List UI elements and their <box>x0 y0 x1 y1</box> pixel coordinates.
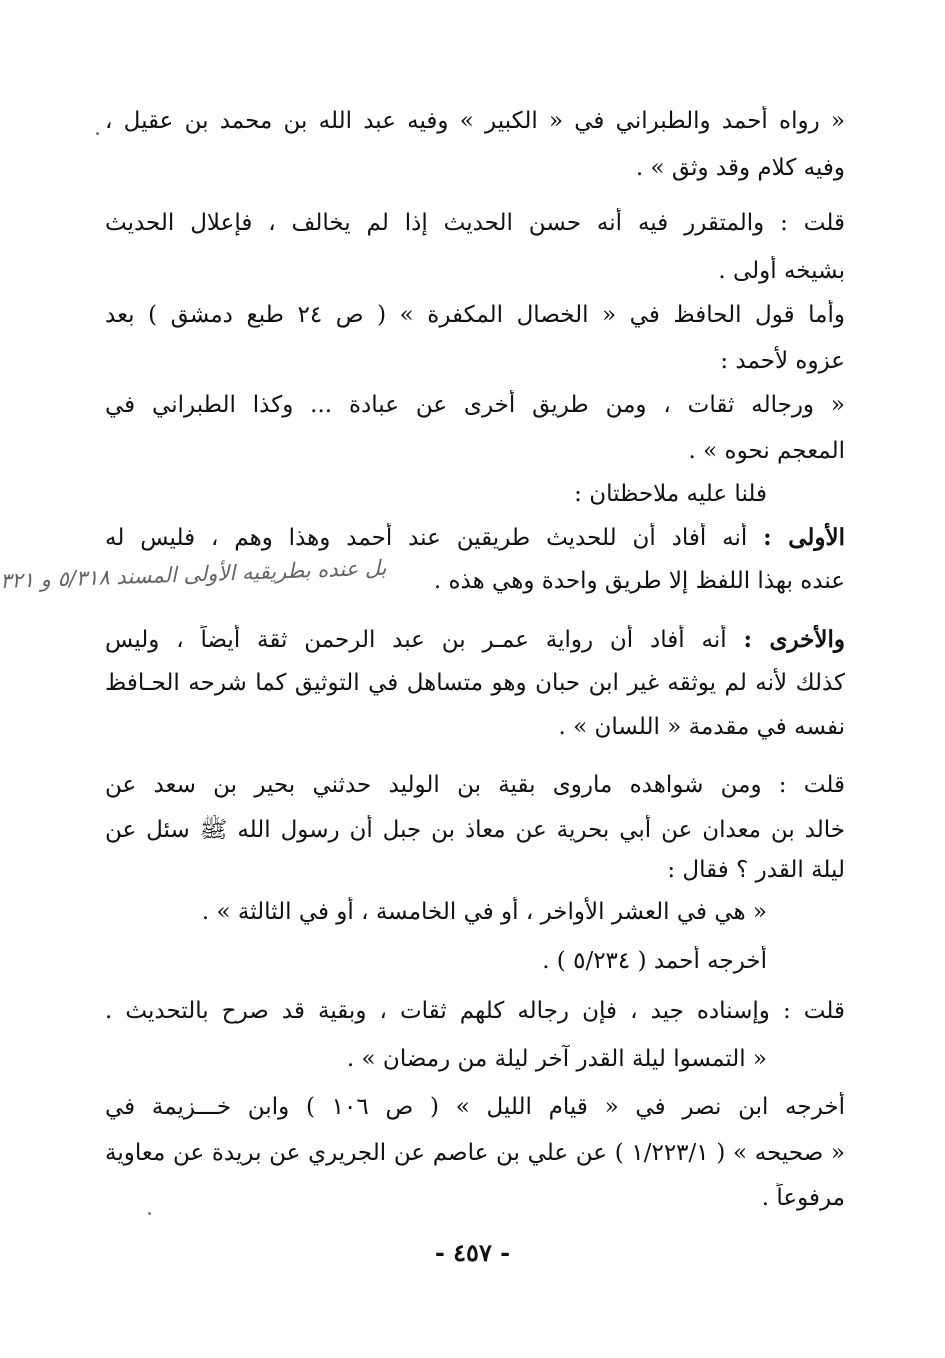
text-line-23: « صحيحه » ( ١/٢٢٣/١ ) عن علي بن عاصم عن الجريري عن بريدة عن معاوية <box>105 1140 845 1166</box>
text-line-17: ليلة القدر ؟ فقال : <box>667 857 845 883</box>
text-line-14: نفسه في مقدمة « اللسان » . <box>558 714 845 740</box>
text-line-21: « التمسوا ليلة القدر آخر ليلة من رمضان » . <box>346 1046 767 1072</box>
text-line-7: « ورجاله ثقات ، ومن طريق أخرى عن عبادة ... وكذا الطبراني في <box>105 392 845 418</box>
text-line-4: بشيخه أولى . <box>718 258 845 284</box>
paragraph-second-note <box>105 625 845 655</box>
text-line-11: عنده بهذا اللفظ إلا طريق واحدة وهي هذه . <box>433 568 845 594</box>
handwritten-margin-note: بل عنده بطريقيه الأولى المسند ٥/٣١٨ و ٣٢١ <box>0 555 387 594</box>
text-line-1: « رواه أحمد والطبراني في « الكبير » وفيه عبد الله بن محمد بن عقيل ، <box>105 108 845 134</box>
text-line-12: أنه أفاد أن رواية عمـر بن عبد الرحمن ثقة أيضاً ، وليس <box>105 627 727 653</box>
text-line-16: خالد بن معدان عن أبي بحرية عن معاذ بن جبل أن رسول الله ﷺ سئل عن <box>105 817 845 843</box>
text-line-5: وأما قول الحافظ في « الخصال المكفرة » ( ص ٢٤ طبع دمشق ) بعد <box>105 302 845 328</box>
first-note-label: الأولى : <box>763 524 845 551</box>
page-number: - ٤٥٧ - <box>434 1238 511 1267</box>
text-line-18: « هي في العشر الأواخر ، أو في الخامسة ، أو في الثالثة » . <box>201 899 767 925</box>
text-line-13: كذلك لأنه لم يوثقه غير ابن حبان وهو متساهل في التوثيق كما شرحه الحـافظ <box>105 670 845 696</box>
second-note-label: والأخرى : <box>743 626 845 653</box>
scan-speck <box>148 1212 151 1215</box>
text-line-24: مرفوعاً . <box>761 1185 845 1211</box>
text-line-3: قلت : والمتقرر فيه أنه حسن الحديث إذا لم يخالف ، فإعلال الحديث <box>105 210 845 236</box>
text-line-6: عزوه لأحمد : <box>720 348 845 374</box>
text-line-20: قلت : وإسناده جيد ، فإن رجاله كلهم ثقات ، وبقية قد صرح بالتحديث . <box>105 998 845 1024</box>
text-line-2: وفيه كلام وقد وثق » . <box>635 155 845 181</box>
paragraph-first-note <box>105 523 845 553</box>
scan-speck <box>96 132 99 135</box>
text-line-22: أخرجه ابن نصر في « قيام الليل » ( ص ١٠٦ ) وابن خـــزيمة في <box>105 1094 845 1120</box>
text-line-15: قلت : ومن شواهده ماروى بقية بن الوليد حدثني بحير بن سعد عن <box>105 772 845 798</box>
text-line-9: فلنا عليه ملاحظتان : <box>574 481 767 507</box>
text-line-19: أخرجه أحمد ( ٥/٢٣٤ ) . <box>542 948 767 974</box>
text-line-10: أنه أفاد أن للحديث طريقين عند أحمد وهذا وهم ، فليس له <box>105 525 748 551</box>
text-line-8: المعجم نحوه » . <box>688 438 845 464</box>
